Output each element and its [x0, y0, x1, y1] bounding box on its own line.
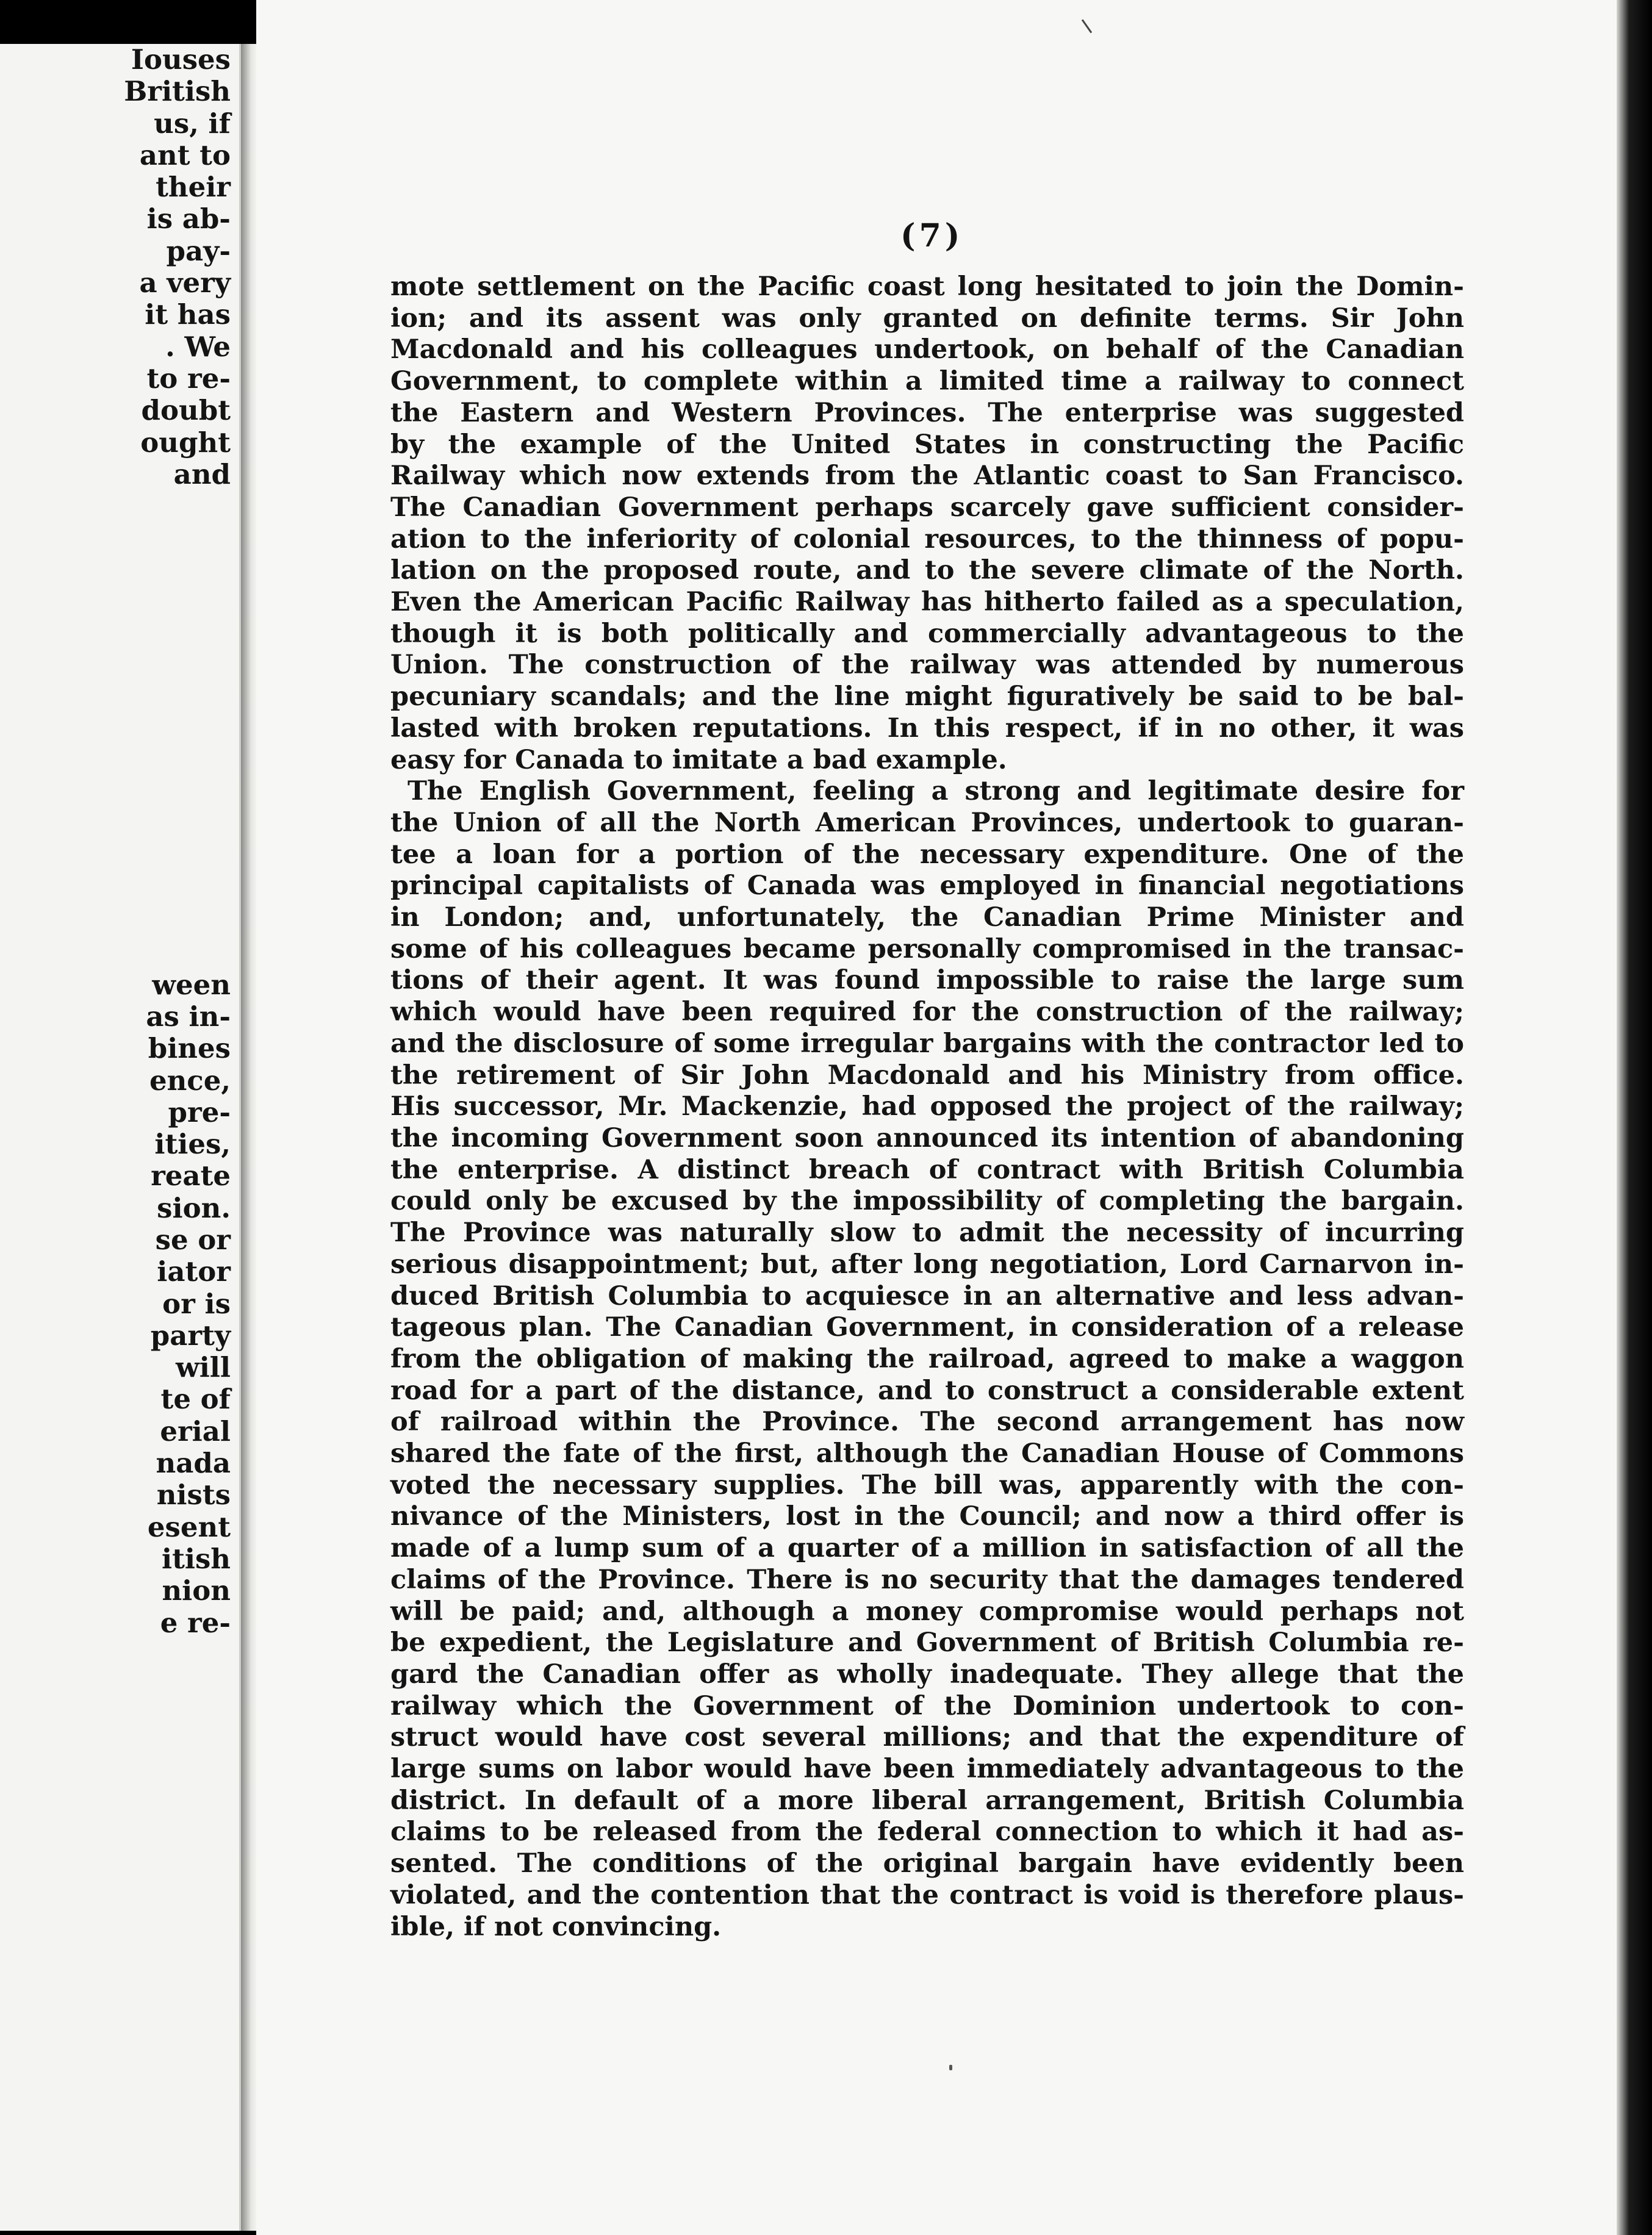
left-page-line: sion.	[157, 1191, 231, 1224]
left-page-line	[124, 874, 231, 905]
text-line: gard the Canadian offer as wholly inadequate. They allege that the	[390, 1659, 1464, 1690]
text-line: the retirement of Sir John Macdonald and his Ministry from office.	[390, 1060, 1464, 1091]
left-page-line	[124, 586, 231, 618]
text-line: road for a part of the distance, and to construct a considerable extent	[390, 1375, 1464, 1406]
text-line: of railroad within the Province. The second arrangement has now	[390, 1407, 1464, 1438]
left-page-line: and	[173, 457, 231, 490]
text-line: the enterprise. A distinct breach of contract with British Columbia	[390, 1154, 1464, 1185]
left-page-line: ence,	[149, 1064, 231, 1097]
left-page-line: us, if	[154, 107, 231, 140]
page-body-text	[390, 271, 1464, 1943]
text-line: by the example of the United States in constructing the Pacific	[390, 429, 1464, 460]
left-page-line	[124, 841, 231, 873]
left-page-line: doubt	[141, 394, 231, 427]
left-page-line: British	[124, 75, 231, 108]
text-line: pecuniary scandals; and the line might figuratively be said to be bal-	[390, 681, 1464, 712]
paragraph	[390, 271, 1464, 776]
text-line: The Canadian Government perhaps scarcely gave sufficient consider-	[390, 492, 1464, 523]
text-line: His successor, Mr. Mackenzie, had opposed the project of the railway;	[390, 1091, 1464, 1122]
text-line: though it is both politically and commercially advantageous to the	[390, 618, 1464, 649]
left-page-line: e re-	[160, 1606, 231, 1639]
text-line: lasted with broken reputations. In this respect, if in no other, it was	[390, 712, 1464, 744]
left-page-line: bines	[148, 1032, 231, 1065]
left-page-line: pre-	[168, 1096, 231, 1128]
text-line: Union. The construction of the railway was attended by numerous	[390, 650, 1464, 681]
text-line: district. In default of a more liberal arrangement, British Columbia	[390, 1785, 1464, 1816]
text-line: violated, and the contention that the contract is void is therefore plaus-	[390, 1879, 1464, 1910]
text-line: from the obligation of making the railroad, agreed to make a waggon	[390, 1343, 1464, 1374]
left-page-line: te of	[160, 1383, 231, 1416]
left-page-line: itish	[161, 1542, 231, 1575]
left-page-line	[124, 905, 231, 937]
left-page-line	[124, 618, 231, 650]
left-page-line: nists	[156, 1479, 231, 1512]
text-line: tee a loan for a portion of the necessary expenditure. One of the	[390, 839, 1464, 870]
left-page-line: nada	[156, 1447, 231, 1480]
text-line: be expedient, the Legislature and Government of British Columbia re-	[390, 1627, 1464, 1659]
text-line: the Union of all the North American Provinces, undertook to guaran-	[390, 807, 1464, 838]
text-line: in London; and, unfortunately, the Canadian Prime Minister and	[390, 902, 1464, 933]
left-page-line: will	[175, 1351, 231, 1384]
left-facing-page	[0, 44, 241, 2231]
left-page-line	[124, 490, 231, 522]
text-line: which would have been required for the construction of the railway;	[390, 997, 1464, 1028]
text-line: serious disappointment; but, after long negotiation, Lord Carnarvon in-	[390, 1249, 1464, 1280]
left-page-line: ought	[140, 426, 231, 459]
text-line: tions of their agent. It was found impossible to raise the large sum	[390, 965, 1464, 996]
scan-speck	[949, 2065, 952, 2070]
text-line: could only be excused by the impossibility of completing the bargain.	[390, 1186, 1464, 1217]
text-line: mote settlement on the Pacific coast long hesitated to join the Domin-	[390, 271, 1464, 302]
left-page-line: ween	[152, 968, 231, 1001]
text-line: sented. The conditions of the original bargain have evidently been	[390, 1848, 1464, 1879]
left-page-line	[124, 714, 231, 745]
text-line: ation to the inferiority of colonial resources, to the thinness of popu-	[390, 523, 1464, 554]
text-line: claims of the Province. There is no security that the damages tendered	[390, 1564, 1464, 1595]
left-page-line: se or	[155, 1223, 231, 1256]
text-line: ible, if not convincing.	[390, 1911, 722, 1942]
left-page-line	[124, 937, 231, 969]
text-line: claims to be released from the federal connection to which it had as-	[390, 1817, 1464, 1848]
text-line: duced British Columbia to acquiesce in an alternative and less advan-	[390, 1280, 1464, 1311]
left-page-line: ant to	[139, 138, 231, 171]
left-page-line	[124, 778, 231, 809]
text-line: ion; and its assent was only granted on definite terms. Sir John	[390, 303, 1464, 334]
text-line: will be paid; and, although a money compromise would perhaps not	[390, 1596, 1464, 1627]
text-line: voted the necessary supplies. The bill was, apparently with the con-	[390, 1469, 1464, 1501]
book-gutter	[241, 44, 258, 2231]
text-line: Macdonald and his colleagues undertook, on behalf of the Canadian	[390, 334, 1464, 365]
text-line: some of his colleagues became personally compromised in the transac-	[390, 933, 1464, 964]
left-page-line: or is	[162, 1287, 231, 1320]
paragraph	[390, 776, 1464, 1943]
left-page-line	[124, 809, 231, 841]
left-page-text-fragments	[124, 44, 231, 1639]
left-page-line	[124, 554, 231, 586]
left-page-line	[124, 522, 231, 554]
text-line: railway which the Government of the Dominion undertook to con-	[390, 1690, 1464, 1721]
right-page-edge	[1617, 0, 1652, 2235]
text-line: nivance of the Ministers, lost in the Council; and now a third offer is	[390, 1501, 1464, 1532]
left-page-line: a very	[139, 267, 231, 300]
left-page-line	[124, 746, 231, 778]
text-line: easy for Canada to imitate a bad example.	[390, 744, 1007, 775]
text-line: large sums on labor would have been immediately advantageous to the	[390, 1754, 1464, 1785]
text-line: Government, to complete within a limited time a railway to connect	[390, 366, 1464, 397]
text-line: and the disclosure of some irregular bargains with the contractor led to	[390, 1028, 1464, 1059]
text-line: made of a lump sum of a quarter of a million in satisfaction of all the	[390, 1533, 1464, 1564]
left-page-line: reate	[151, 1160, 231, 1193]
left-page-line: . We	[165, 330, 231, 363]
left-page-line: pay-	[166, 234, 231, 267]
left-page-line: party	[150, 1319, 231, 1352]
left-page-line: as in-	[146, 1000, 231, 1033]
left-page-line: to re-	[146, 362, 231, 395]
left-page-line: iator	[157, 1255, 231, 1288]
text-line: the Eastern and Western Provinces. The enterprise was suggested	[390, 397, 1464, 428]
text-line: tageous plan. The Canadian Government, in consideration of a release	[390, 1312, 1464, 1343]
text-line: lation on the proposed route, and to the severe climate of the North.	[390, 555, 1464, 586]
left-page-line: nion	[162, 1574, 231, 1607]
left-page-line: erial	[160, 1415, 231, 1448]
left-page-line	[124, 682, 231, 714]
text-line: Even the American Pacific Railway has hitherto failed as a speculation,	[390, 587, 1464, 618]
text-line: The Province was naturally slow to admit the necessity of incurring	[390, 1218, 1464, 1249]
text-line: Railway which now extends from the Atlantic coast to San Francisco.	[390, 461, 1464, 492]
left-page-line: ities,	[154, 1128, 231, 1161]
text-line: principal capitalists of Canada was employed in financial negotiations	[390, 870, 1464, 902]
left-page-line: esent	[147, 1510, 231, 1543]
left-page-line: is ab-	[146, 203, 231, 235]
left-page-line: it has	[145, 298, 231, 331]
page-number: (7)	[900, 217, 964, 254]
text-line: struct would have cost several millions; and that the expenditure of	[390, 1722, 1464, 1753]
text-line: shared the fate of the first, although the Canadian House of Commons	[390, 1438, 1464, 1469]
left-page-line: Iouses	[131, 44, 231, 76]
text-line: the incoming Government soon announced its intention of abandoning	[390, 1122, 1464, 1153]
left-page-line: their	[156, 171, 231, 204]
text-line: The English Government, feeling a strong and legitimate desire for	[408, 776, 1464, 807]
left-page-line	[124, 650, 231, 682]
